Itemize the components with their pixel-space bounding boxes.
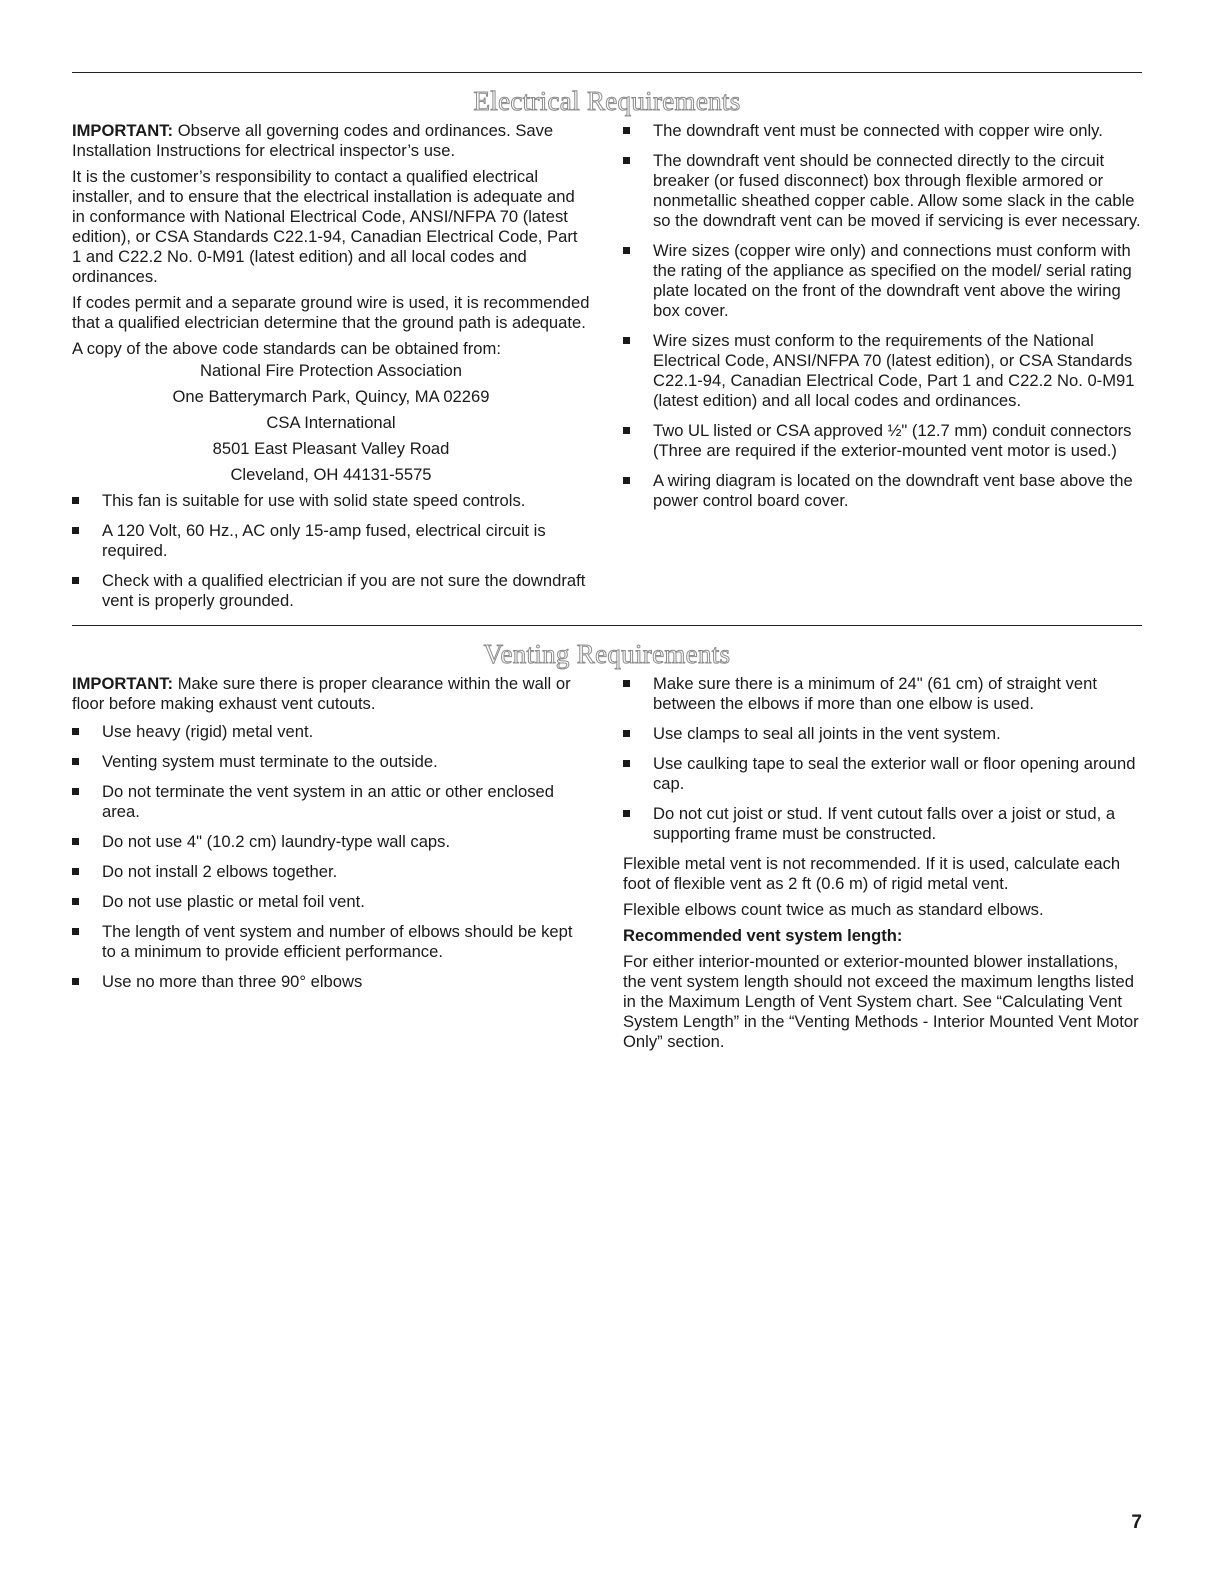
venting-right-column: [623, 674, 1142, 1058]
list-item: [72, 752, 590, 772]
square-bullet-icon: [72, 928, 79, 935]
address-line: One Batterymarch Park, Quincy, MA 02269: [172, 387, 490, 406]
list-item-text: The downdraft vent should be connected directly to the circuit breaker (or fused disconnect) box through flexible armored or nonmetallic sheathed copper cable. Allow some slack in the cable so the downdraft vent can be moved if servicing is ever necessary.: [653, 151, 1141, 230]
address-line: National Fire Protection Association: [200, 361, 462, 380]
electrical-section-title: Electrical Requirements: [473, 86, 741, 116]
list-item-text: Do not use plastic or metal foil vent.: [102, 892, 365, 911]
list-item-text: Wire sizes (copper wire only) and connections must conform with the rating of the appliance as specified on the model/ serial rating plate located on the front of the downdraft vent above the wiring box cover.: [653, 241, 1132, 320]
important-text: Observe all governing codes and ordinances. Save Installation Instructions for electrical inspector’s use.: [72, 121, 554, 160]
list-item: [623, 331, 1142, 411]
square-bullet-icon: [72, 497, 79, 504]
list-item-text: Venting system must terminate to the outside.: [102, 752, 438, 771]
square-bullet-icon: [72, 758, 79, 765]
electrical-left-bullet-list: [72, 491, 590, 611]
list-item-text: Wire sizes must conform to the requirements of the National Electrical Code, ANSI/NFPA 70 (latest edition), or CSA Standards C22.1-94, Canadian Electrical Code, Part 1 and C22.2 No. 0-M91 (latest edition) and all local codes and ordinances.: [653, 331, 1135, 410]
recommended-length-heading: Recommended vent system length:: [623, 926, 903, 945]
list-item: [623, 804, 1142, 844]
square-bullet-icon: [623, 127, 630, 134]
electrical-para-ground: If codes permit and a separate ground wire is used, it is recommended that a qualified electrician determine that the ground path is adequate.: [72, 293, 590, 332]
list-item-text: A 120 Volt, 60 Hz., AC only 15-amp fused, electrical circuit is required.: [102, 521, 546, 560]
electrical-para-responsibility: It is the customer’s responsibility to contact a qualified electrical installer, and to ensure that the electrical installation is adequate and in conformance with National Electrical Code, ANSI/NFPA 70 (latest edition), or CSA Standards C22.1-94, Canadian Electrical Code, Part 1 and C22.2 No. 0-M91 (latest edition) and all local codes and ordinances.: [72, 167, 578, 286]
electrical-left-column: [72, 121, 590, 621]
middle-rule: [72, 625, 1142, 626]
electrical-right-bullet-list: [623, 121, 1142, 511]
list-item-text: A wiring diagram is located on the downdraft vent base above the power control board cover.: [653, 471, 1133, 510]
list-item-text: Do not terminate the vent system in an attic or other enclosed area.: [102, 782, 554, 821]
list-item: [623, 471, 1142, 511]
square-bullet-icon: [623, 247, 630, 254]
list-item: [72, 922, 590, 962]
square-bullet-icon: [72, 577, 79, 584]
list-item: [72, 521, 590, 561]
list-item-text: Use no more than three 90° elbows: [102, 972, 363, 991]
list-item: [72, 722, 590, 742]
venting-right-bullet-list: [623, 674, 1142, 844]
list-item-text: The downdraft vent must be connected with copper wire only.: [653, 121, 1103, 140]
square-bullet-icon: [623, 337, 630, 344]
venting-para-flexible-elbows: Flexible elbows count twice as much as standard elbows.: [623, 900, 1044, 919]
square-bullet-icon: [72, 788, 79, 795]
list-item: [623, 674, 1142, 714]
list-item-text: Use clamps to seal all joints in the vent system.: [653, 724, 1001, 743]
list-item: [623, 724, 1142, 744]
list-item: [72, 892, 590, 912]
important-label: IMPORTANT:: [72, 121, 174, 140]
important-label: IMPORTANT:: [72, 674, 174, 693]
list-item: [623, 754, 1142, 794]
list-item: [623, 151, 1142, 231]
address-line: 8501 East Pleasant Valley Road: [212, 439, 450, 458]
list-item-text: Check with a qualified electrician if you are not sure the downdraft vent is properly grounded.: [102, 571, 586, 610]
address-nfpa: [72, 361, 590, 407]
list-item-text: Do not cut joist or stud. If vent cutout falls over a joist or stud, a supporting frame must be constructed.: [653, 804, 1116, 843]
address-csa: [72, 413, 590, 485]
square-bullet-icon: [623, 680, 630, 687]
list-item: [72, 862, 590, 882]
square-bullet-icon: [72, 868, 79, 875]
list-item-text: Do not install 2 elbows together.: [102, 862, 338, 881]
square-bullet-icon: [72, 728, 79, 735]
square-bullet-icon: [72, 838, 79, 845]
square-bullet-icon: [623, 477, 630, 484]
list-item-text: The length of vent system and number of elbows should be kept to a minimum to provide efficient performance.: [102, 922, 573, 961]
venting-left-column: [72, 674, 590, 1002]
electrical-important-note: [72, 121, 590, 161]
electrical-para-copy: A copy of the above code standards can be obtained from:: [72, 339, 501, 358]
page-number: 7: [1131, 1512, 1142, 1533]
venting-section-title: Venting Requirements: [483, 639, 731, 669]
square-bullet-icon: [72, 527, 79, 534]
square-bullet-icon: [623, 810, 630, 817]
list-item-text: Use heavy (rigid) metal vent.: [102, 722, 314, 741]
venting-important-note: [72, 674, 590, 714]
list-item: [623, 121, 1142, 141]
list-item-text: Two UL listed or CSA approved ½" (12.7 mm) conduit connectors (Three are required if the exterior-mounted vent motor is used.): [653, 421, 1132, 460]
list-item: [623, 421, 1142, 461]
square-bullet-icon: [623, 760, 630, 767]
list-item-text: This fan is suitable for use with solid state speed controls.: [102, 491, 526, 510]
electrical-right-column: [623, 121, 1142, 521]
square-bullet-icon: [623, 157, 630, 164]
top-rule: [72, 72, 1142, 73]
venting-para-length: For either interior-mounted or exterior-mounted blower installations, the vent system length should not exceed the maximum lengths listed in the Maximum Length of Vent System chart. See “Calculating Vent System Length” in the “Venting Methods - Interior Mounted Vent Motor Only” section.: [623, 952, 1139, 1051]
list-item: [72, 972, 590, 992]
venting-para-flexible-vent: Flexible metal vent is not recommended. If it is used, calculate each foot of flexible vent as 2 ft (0.6 m) of rigid metal vent.: [623, 854, 1121, 893]
square-bullet-icon: [623, 730, 630, 737]
list-item-text: Make sure there is a minimum of 24" (61 cm) of straight vent between the elbows if more than one elbow is used.: [653, 674, 1097, 713]
list-item-text: Use caulking tape to seal the exterior wall or floor opening around cap.: [653, 754, 1136, 793]
square-bullet-icon: [72, 978, 79, 985]
square-bullet-icon: [623, 427, 630, 434]
list-item-text: Do not use 4" (10.2 cm) laundry-type wall caps.: [102, 832, 451, 851]
square-bullet-icon: [72, 898, 79, 905]
address-line: CSA International: [266, 413, 396, 432]
list-item: [623, 241, 1142, 321]
list-item: [72, 832, 590, 852]
venting-left-bullet-list: [72, 722, 590, 992]
address-line: Cleveland, OH 44131-5575: [230, 465, 432, 484]
list-item: [72, 782, 590, 822]
list-item: [72, 491, 590, 511]
list-item: [72, 571, 590, 611]
important-text: Make sure there is proper clearance within the wall or floor before making exhaust vent cutouts.: [72, 674, 571, 713]
